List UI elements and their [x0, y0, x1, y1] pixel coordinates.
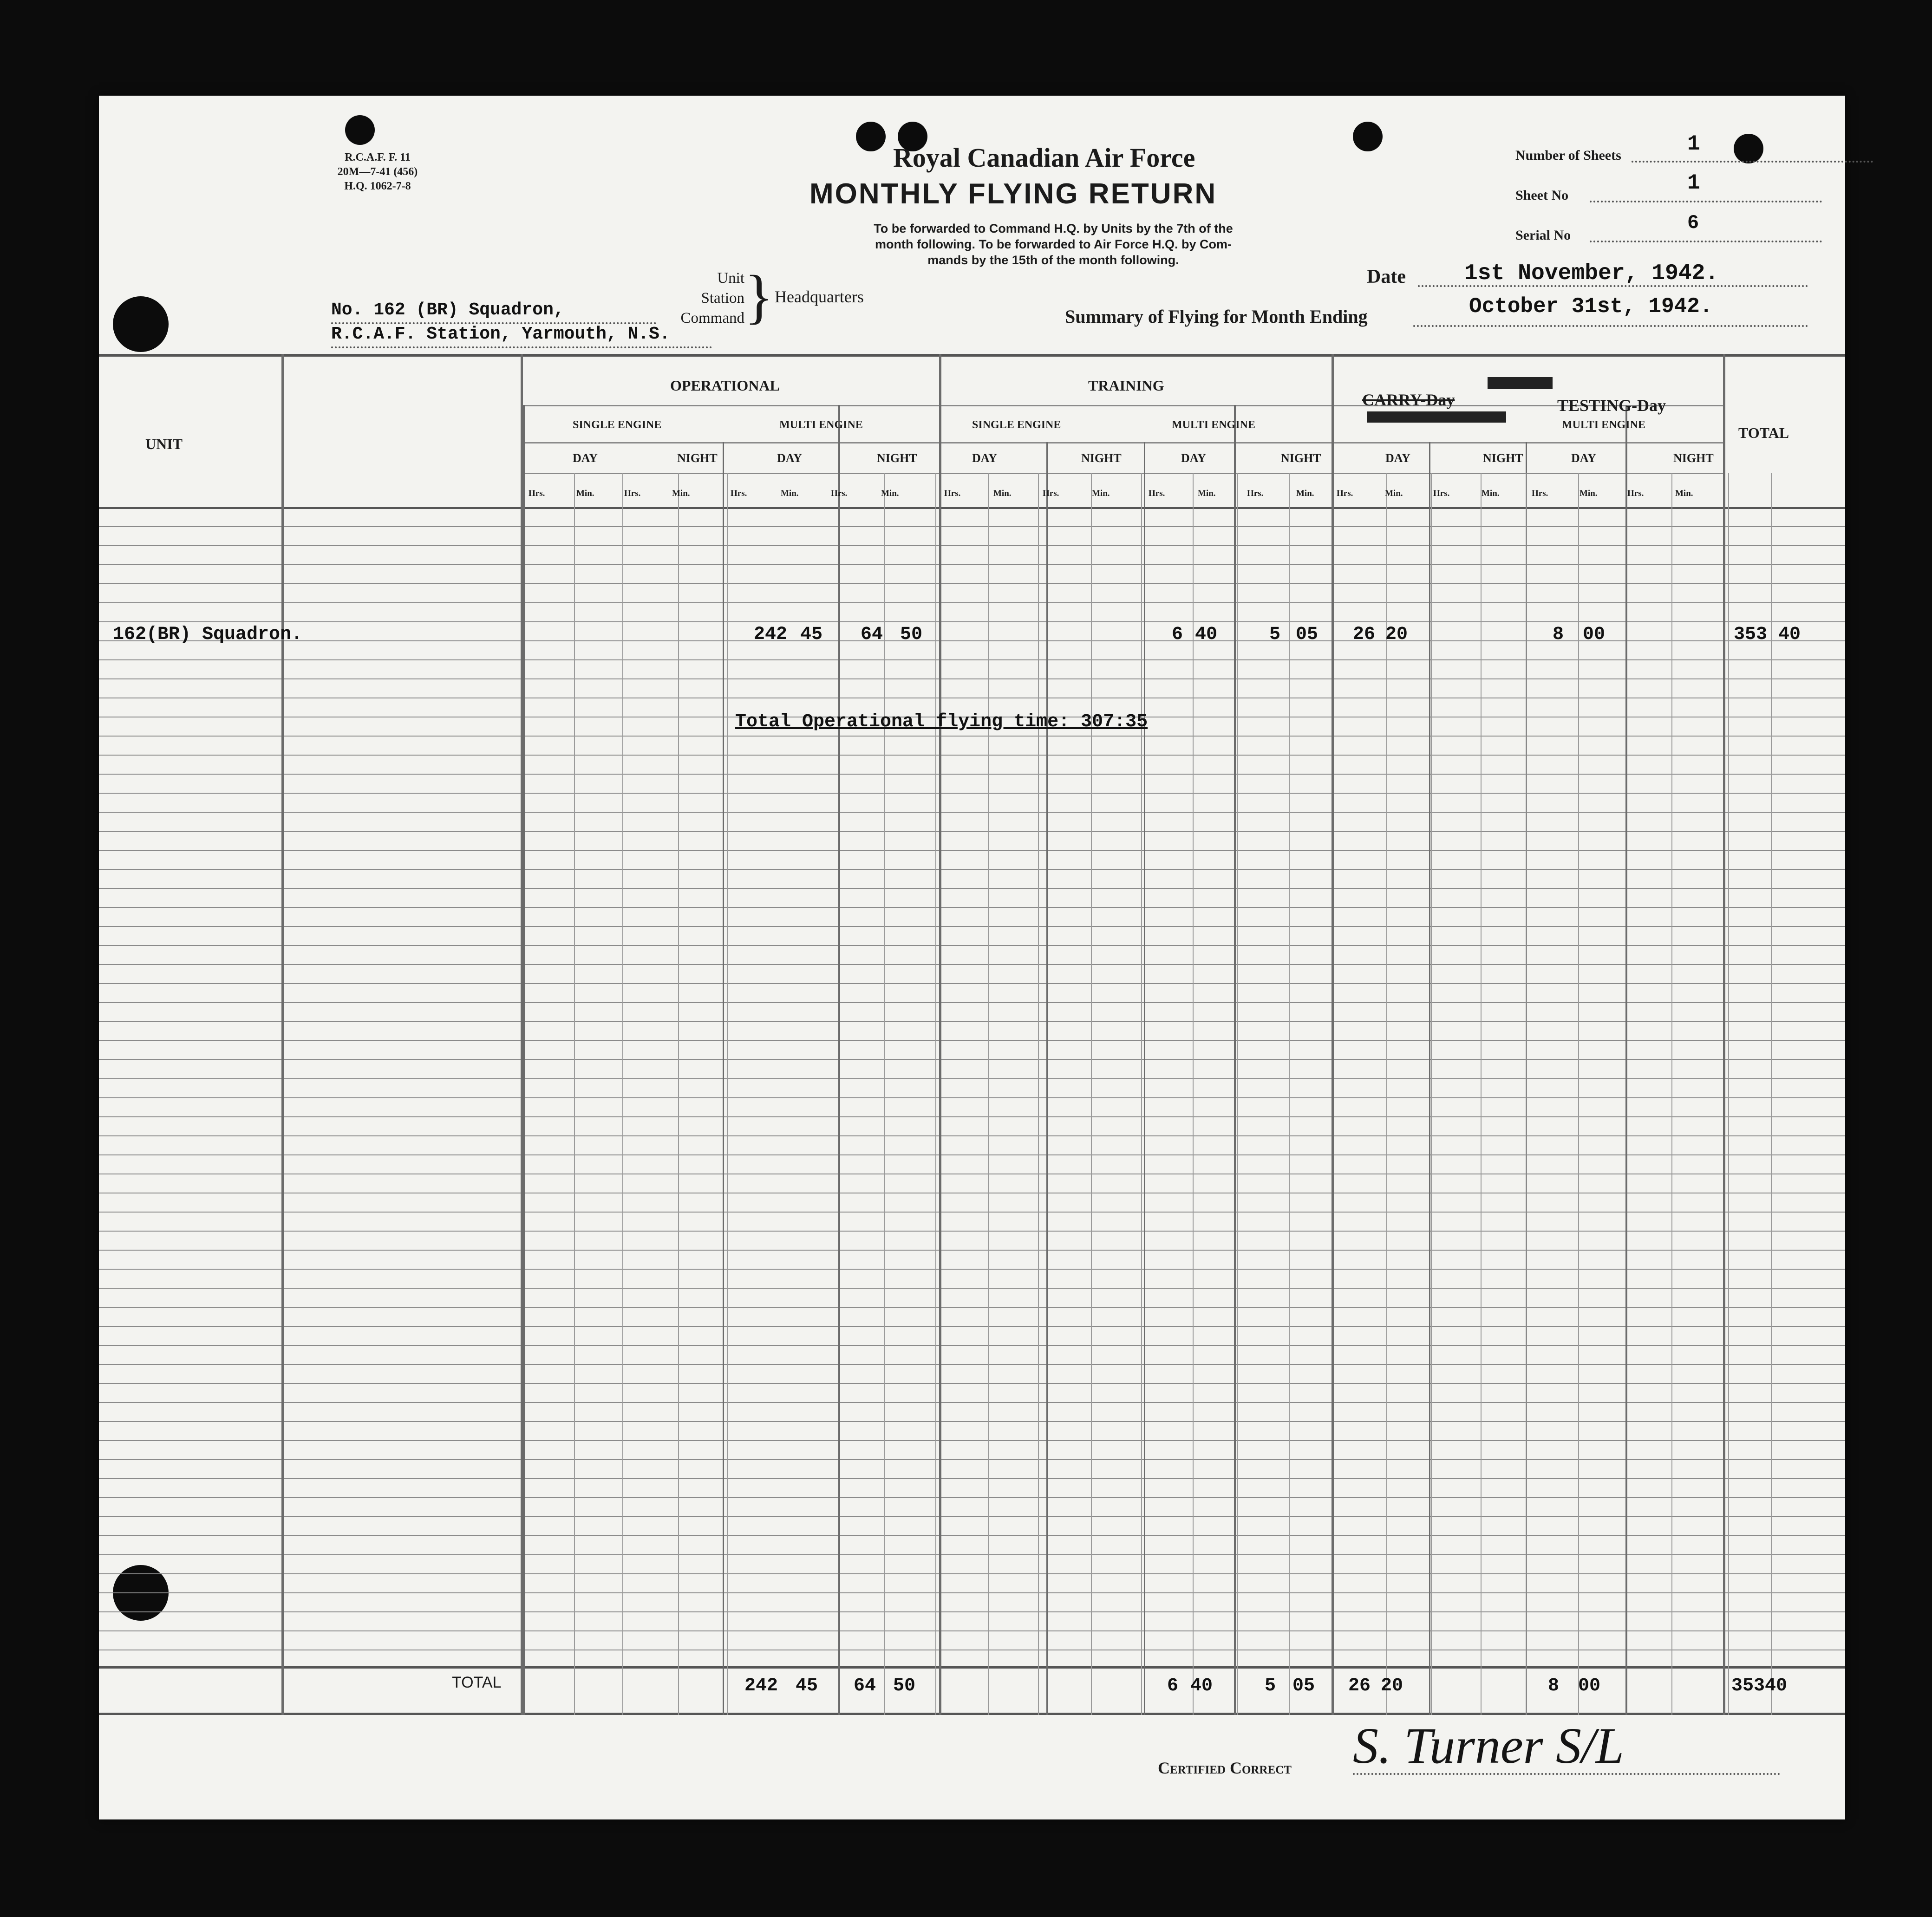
row-rule — [99, 945, 1845, 946]
row-rule — [99, 755, 1845, 756]
day-header: DAY — [573, 451, 598, 465]
row-rule — [99, 907, 1845, 908]
header-rule — [521, 442, 1723, 443]
row-rule — [99, 1269, 1845, 1270]
unit-name-line1: No. 162 (BR) Squadron, — [331, 300, 564, 320]
column-rule — [1771, 473, 1772, 1715]
hrs-subheader: Hrs. — [1149, 489, 1165, 498]
grand-total: 35340 — [1731, 1676, 1788, 1696]
column-rule — [1289, 473, 1290, 1715]
column-rule — [622, 473, 623, 1715]
column-rule — [727, 473, 728, 1715]
row-rule — [99, 678, 1845, 679]
totals-label: TOTAL — [452, 1674, 502, 1691]
row-rule — [99, 602, 1845, 603]
hrs-subheader: Hrs. — [1627, 489, 1644, 498]
min-subheader: Min. — [1385, 489, 1403, 498]
row-rule — [99, 1231, 1845, 1232]
row-rule — [99, 1040, 1845, 1041]
punch-hole — [1353, 122, 1383, 151]
hrs-subheader: Hrs. — [1532, 489, 1548, 498]
hrs-subheader: Hrs. — [624, 489, 641, 498]
row-rule — [99, 1421, 1845, 1422]
column-rule — [838, 405, 840, 1715]
op-single-engine-header: SINGLE ENGINE — [573, 419, 662, 431]
header-rule — [521, 405, 1723, 406]
ferry-header: CARRY-Day — [1362, 391, 1455, 409]
row-rule — [99, 1573, 1845, 1574]
total-tr-me-night-hrs: 5 — [1265, 1676, 1276, 1696]
night-header: NIGHT — [1081, 451, 1122, 465]
total-op-me-night-hrs: 64 — [854, 1676, 876, 1696]
row-rule — [99, 545, 1845, 546]
row-rule — [99, 1135, 1845, 1136]
headquarters-label: Headquarters — [775, 287, 864, 306]
min-subheader: Min. — [1675, 489, 1693, 498]
column-rule — [1431, 473, 1432, 1715]
total-test-day-min: 00 — [1578, 1676, 1601, 1696]
test-multi-engine-header: MULTI ENGINE — [1562, 419, 1645, 431]
column-rule — [1625, 442, 1627, 1715]
night-header: NIGHT — [677, 451, 718, 465]
column-rule — [1481, 473, 1482, 1715]
row-rule — [99, 793, 1845, 794]
row-rule — [99, 964, 1845, 965]
cell-op-me-night-min: 50 — [900, 624, 923, 645]
row-rule — [99, 1326, 1845, 1327]
row-rule — [99, 621, 1845, 622]
cell-ferry-day-min: 20 — [1385, 624, 1408, 645]
cell-ferry-day-hrs: 26 — [1353, 624, 1376, 645]
hrs-subheader: Hrs. — [1433, 489, 1450, 498]
column-rule — [1091, 473, 1092, 1715]
row-rule — [99, 1383, 1845, 1384]
form-id: R.C.A.F. F. 11 20M—7-41 (456) H.Q. 1062-7-8 — [337, 151, 418, 193]
row-rule — [99, 1630, 1845, 1631]
min-subheader: Min. — [672, 489, 690, 498]
column-rule — [1728, 473, 1729, 1715]
column-rule — [1671, 473, 1672, 1715]
row-rule — [99, 1002, 1845, 1003]
column-rule — [574, 473, 575, 1715]
total-tr-me-day-min: 40 — [1190, 1676, 1213, 1696]
total-test-day-hrs: 8 — [1548, 1676, 1560, 1696]
row-rule — [99, 1611, 1845, 1612]
unit-header: UNIT — [145, 436, 183, 452]
total-ferry-day-min: 20 — [1381, 1676, 1403, 1696]
row-rule — [99, 1516, 1845, 1517]
day-header: DAY — [1181, 451, 1206, 465]
row-rule — [99, 869, 1845, 870]
total-ferry-day-hrs: 26 — [1348, 1676, 1371, 1696]
row-rule — [99, 1250, 1845, 1251]
unit-station-command-label: Unit Station Command — [680, 270, 744, 326]
signature: S. Turner S/L — [1353, 1717, 1624, 1774]
total-header: TOTAL — [1738, 424, 1789, 441]
punch-hole — [856, 122, 886, 151]
row-rule — [99, 888, 1845, 889]
row-rule — [99, 1097, 1845, 1098]
day-header: DAY — [1571, 451, 1596, 465]
hrs-subheader: Hrs. — [1337, 489, 1353, 498]
number-of-sheets-label: Number of Sheets — [1515, 148, 1621, 163]
night-header: NIGHT — [877, 451, 917, 465]
row-rule — [99, 564, 1845, 565]
row-rule — [99, 1440, 1845, 1441]
row-rule — [99, 1592, 1845, 1593]
serial-no-label: Serial No — [1515, 228, 1571, 243]
min-subheader: Min. — [1482, 489, 1500, 498]
column-rule — [1193, 473, 1194, 1715]
total-tr-me-day-hrs: 6 — [1167, 1676, 1179, 1696]
organization-name: Royal Canadian Air Force — [893, 143, 1195, 173]
sheet-no-label: Sheet No — [1515, 188, 1569, 203]
hrs-subheader: Hrs. — [944, 489, 961, 498]
column-rule — [884, 473, 885, 1715]
serial-no-value: 6 — [1687, 212, 1699, 234]
column-rule — [1144, 442, 1145, 1715]
total-op-me-night-min: 50 — [893, 1676, 916, 1696]
tr-multi-engine-header: MULTI ENGINE — [1172, 419, 1255, 431]
row-rule — [99, 583, 1845, 584]
sheet-no-value: 1 — [1687, 171, 1700, 195]
min-subheader: Min. — [993, 489, 1012, 498]
row-rule — [99, 1554, 1845, 1555]
row-rule — [99, 1154, 1845, 1155]
hrs-subheader: Hrs. — [1043, 489, 1059, 498]
min-subheader: Min. — [1198, 489, 1216, 498]
row-rule — [99, 526, 1845, 527]
column-rule — [935, 473, 936, 1715]
redaction-mark — [1367, 411, 1506, 423]
row-rule — [99, 850, 1845, 851]
row-rule — [99, 507, 1845, 509]
binder-hole — [113, 296, 169, 352]
column-rule — [1038, 473, 1039, 1715]
column-rule — [988, 473, 989, 1715]
hrs-subheader: Hrs. — [731, 489, 747, 498]
row-rule — [99, 1059, 1845, 1060]
day-header: DAY — [972, 451, 997, 465]
hrs-subheader: Hrs. — [831, 489, 848, 498]
row-rule — [99, 1345, 1845, 1346]
row-rule — [99, 983, 1845, 984]
punch-hole — [1734, 134, 1763, 163]
min-subheader: Min. — [1580, 489, 1598, 498]
min-subheader: Min. — [881, 489, 899, 498]
cell-tr-me-night-hrs: 5 — [1269, 624, 1281, 645]
month-ending-value: October 31st, 1942. — [1469, 294, 1713, 319]
cell-tr-me-day-min: 40 — [1195, 624, 1218, 645]
flying-return-table — [99, 354, 1845, 1713]
row-rule — [99, 736, 1845, 737]
brace-glyph: } — [744, 263, 774, 330]
cell-row-total: 353 40 — [1734, 624, 1801, 645]
day-header: DAY — [777, 451, 802, 465]
redaction-mark — [1488, 377, 1553, 389]
cell-op-me-day-hrs: 242 — [754, 624, 788, 645]
column-rule — [1141, 473, 1142, 1715]
row-rule — [99, 659, 1845, 660]
total-op-me-day-min: 45 — [796, 1676, 818, 1696]
hrs-subheader: Hrs. — [1247, 489, 1264, 498]
night-header: NIGHT — [1483, 451, 1523, 465]
row-rule — [99, 1497, 1845, 1498]
column-rule — [1526, 473, 1527, 1715]
total-op-me-day-hrs: 242 — [744, 1676, 778, 1696]
min-subheader: Min. — [781, 489, 799, 498]
row-unit-name: 162(BR) Squadron. — [113, 624, 303, 645]
night-header: NIGHT — [1281, 451, 1321, 465]
tr-single-engine-header: SINGLE ENGINE — [972, 419, 1061, 431]
min-subheader: Min. — [1296, 489, 1314, 498]
row-rule — [99, 1307, 1845, 1308]
total-tr-me-night-min: 05 — [1292, 1676, 1315, 1696]
min-subheader: Min. — [1092, 489, 1110, 498]
cell-tr-me-night-min: 05 — [1296, 624, 1318, 645]
column-rule — [1429, 442, 1430, 1715]
row-rule — [99, 1021, 1845, 1022]
unit-name-line2: R.C.A.F. Station, Yarmouth, N.S. — [331, 324, 670, 344]
row-rule — [99, 774, 1845, 775]
testing-header: TESTING-Day — [1557, 396, 1666, 415]
night-header: NIGHT — [1673, 451, 1714, 465]
form-sheet — [99, 96, 1845, 1819]
column-rule — [1237, 473, 1238, 1715]
column-rule — [1578, 473, 1579, 1715]
row-rule — [99, 1478, 1845, 1479]
row-rule — [99, 926, 1845, 927]
cell-op-me-night-hrs: 64 — [861, 624, 883, 645]
day-header: DAY — [1385, 451, 1410, 465]
date-label: Date — [1367, 266, 1406, 287]
hrs-subheader: Hrs. — [529, 489, 545, 498]
cell-tr-me-day-hrs: 6 — [1172, 624, 1183, 645]
date-value: 1st November, 1942. — [1464, 261, 1719, 286]
cell-test-day-min: 00 — [1583, 624, 1606, 645]
cell-test-day-hrs: 8 — [1553, 624, 1564, 645]
row-rule — [99, 1535, 1845, 1536]
row-rule — [99, 1288, 1845, 1289]
form-title: MONTHLY FLYING RETURN — [809, 178, 1217, 210]
column-rule — [1046, 442, 1048, 1715]
operational-total-note: Total Operational flying time: 307:35 — [735, 711, 1148, 732]
column-rule — [1386, 473, 1387, 1715]
row-rule — [99, 1402, 1845, 1403]
form-instructions: To be forwarded to Command H.Q. by Units by the 7th of the month following. To be forwarded to Air Force H.Q. by Com- mands by the 15th of the month following. — [874, 222, 1233, 267]
column-rule — [523, 405, 525, 1715]
row-rule — [99, 1459, 1845, 1460]
row-rule — [99, 831, 1845, 832]
row-rule — [99, 1364, 1845, 1365]
punch-hole — [345, 115, 375, 145]
header-rule — [521, 473, 1723, 474]
operational-header: OPERATIONAL — [670, 377, 780, 394]
op-multi-engine-header: MULTI ENGINE — [779, 419, 863, 431]
min-subheader: Min. — [576, 489, 594, 498]
column-rule — [678, 473, 679, 1715]
summary-label: Summary of Flying for Month Ending — [1065, 306, 1368, 327]
row-rule — [99, 812, 1845, 813]
training-header: TRAINING — [1088, 377, 1164, 394]
certified-correct-label: Certified Correct — [1158, 1759, 1292, 1777]
cell-op-me-day-min: 45 — [800, 624, 823, 645]
row-rule — [99, 1212, 1845, 1213]
column-rule — [1234, 405, 1236, 1715]
row-rule — [99, 1116, 1845, 1117]
number-of-sheets-value: 1 — [1687, 132, 1700, 156]
column-rule — [723, 442, 724, 1715]
row-rule — [99, 1078, 1845, 1079]
